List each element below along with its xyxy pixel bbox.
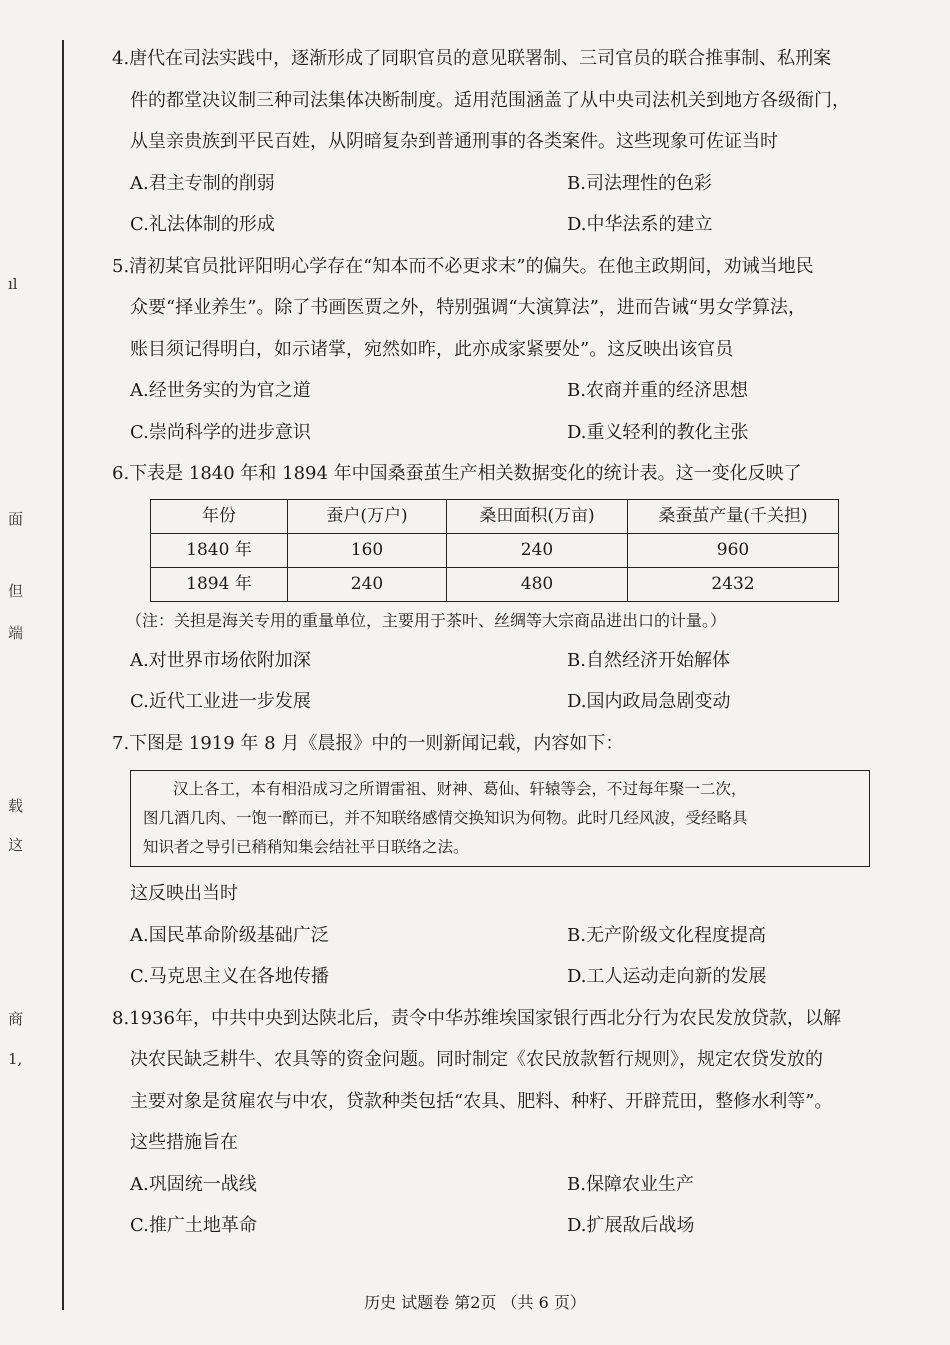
option-a[interactable]: A.巩固统一战线 [130,1173,257,1195]
question-stem: 从皇亲贵族到平民百姓，从阴暗复杂到普通刑事的各类案件。这些现象可佐证当时 [130,131,778,152]
quote-line: 知识者之导引已稍稍知集会结社平日联络之法。 [143,838,469,856]
option-a[interactable]: A.君主专制的削弱 [130,172,275,194]
margin-mark: 这 [8,836,24,854]
table-note: （注：关担是海关专用的重量单位，主要用于茶叶、丝绸等大宗商品进出口的计量。） [126,610,727,630]
option-c[interactable]: C.马克思主义在各地传播 [130,966,329,987]
page-footer: 历史 试题卷 第2页 （共 6 页） [364,1293,586,1312]
binding-line [62,40,64,1310]
quote-line: 图几酒几肉、一饱一醉而已，并不知联络感情交换知识为何物。此时几经风波，受经略具 [143,809,748,827]
question-stem: 6.下表是 1840 年和 1894 年中国桑蚕茧生产相关数据变化的统计表。这一变化反映了 [112,463,802,484]
option-c[interactable]: C.推广土地革命 [130,1215,257,1236]
margin-mark: 1, [8,1050,23,1068]
table-cell: 1840 年 [151,533,288,567]
question-stem: 7.下图是 1919 年 8 月《晨报》中的一则新闻记载，内容如下： [112,732,624,754]
option-c[interactable]: C.礼法体制的形成 [130,214,275,235]
option-b[interactable]: B.自然经济开始解体 [567,649,730,671]
statistics-table [150,499,839,602]
table-row [151,567,839,601]
table-header: 桑田面积(万亩) [447,499,628,533]
question-stem: 账目须记得明白，如示诸掌，宛然如昨，此亦成家紧要处”。这反映出该官员 [130,338,734,360]
question-4 [112,38,902,246]
table-cell: 160 [288,533,447,567]
margin-mark: 商 [8,1010,24,1028]
option-b[interactable]: B.司法理性的色彩 [567,172,712,194]
question-stem: 这反映出当时 [130,883,238,904]
table-header-row [151,499,839,533]
option-d[interactable]: D.扩展敌后战场 [567,1215,695,1236]
option-c[interactable]: C.崇尚科学的进步意识 [130,421,311,443]
question-stem: 4.唐代在司法实践中，逐渐形成了同职官员的意见联署制、三司官员的联合推事制、私刑案 [112,48,832,69]
question-stem: 8.1936年，中共中央到达陕北后，责令中华苏维埃国家银行西北分行为农民发放贷款，以解 [112,1007,841,1029]
option-d[interactable]: D.工人运动走向新的发展 [567,966,767,987]
option-a[interactable]: A.国民革命阶级基础广泛 [130,924,329,946]
question-stem: 件的都堂决议制三种司法集体决断制度。适用范围涵盖了从中央司法机关到地方各级衙门， [130,89,850,111]
margin-mark: 但 [8,582,24,600]
question-8 [112,998,902,1247]
option-b[interactable]: B.农商并重的经济思想 [567,380,748,401]
questions-area [112,38,902,1247]
question-stem: 5.清初某官员批评阳明心学存在“知本而不必更求末”的偏失。在他主政期间，劝诫当地民 [112,255,814,277]
option-c[interactable]: C.近代工业进一步发展 [130,691,311,712]
option-d[interactable]: D.中华法系的建立 [567,214,713,235]
option-d[interactable]: D.重义轻利的教化主张 [567,421,749,443]
option-a[interactable]: A.经世务实的为官之道 [130,380,311,401]
option-d[interactable]: D.国内政局急剧变动 [567,691,731,712]
question-5 [112,246,902,454]
table-cell: 240 [288,567,447,601]
table-cell: 2432 [628,567,839,601]
question-stem: 决农民缺乏耕牛、农具等的资金问题。同时制定《农民放款暂行规则》，规定农贷发放的 [130,1049,823,1070]
table-cell: 960 [628,533,839,567]
table-cell: 240 [447,533,628,567]
news-quote-box [130,770,870,867]
quote-line: 汉上各工，本有相沿成习之所谓雷祖、财神、葛仙、轩辕等会，不过每年聚一二次， [173,780,747,798]
table-header: 年份 [151,499,288,533]
option-b[interactable]: B.无产阶级文化程度提高 [567,924,766,946]
question-6 [112,453,902,723]
question-stem: 主要对象是贫雇农与中农，贷款种类包括“农具、肥料、种籽、开辟荒田，整修水利等”。 [130,1090,833,1112]
option-a[interactable]: A.对世界市场依附加深 [130,649,311,671]
question-7 [112,723,902,998]
margin-mark: 载 [8,797,24,815]
table-row [151,533,839,567]
table-header: 蚕户(万户) [288,499,447,533]
table-cell: 1894 年 [151,567,288,601]
margin-mark: 端 [8,624,24,642]
table-header: 桑蚕茧产量(千关担) [628,499,839,533]
option-b[interactable]: B.保障农业生产 [567,1173,694,1195]
question-stem: 众要“择业养生”。除了书画医贾之外，特别强调“大演算法”，进而告诫“男女学算法， [130,297,807,318]
table-cell: 480 [447,567,628,601]
question-stem: 这些措施旨在 [130,1132,238,1153]
margin-mark: ıl [8,275,18,293]
margin-mark: 面 [8,510,24,528]
